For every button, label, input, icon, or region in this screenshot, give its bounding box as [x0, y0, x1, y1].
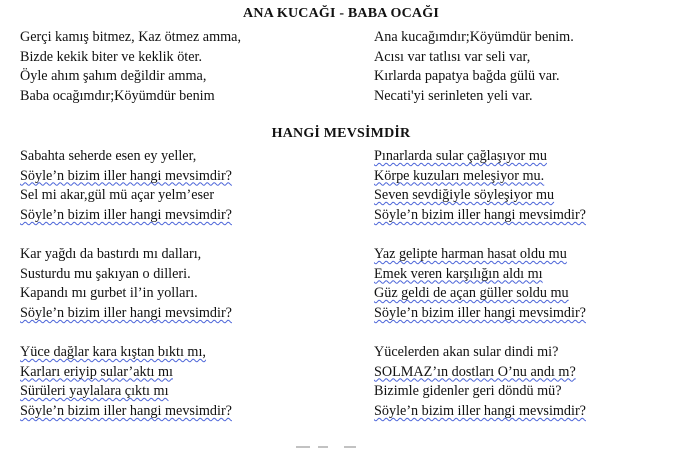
poem-line: Yaz gelipte harman hasat oldu mu: [374, 246, 567, 262]
poem-line: Söyle’n bizim iller hangi mevsimdir?: [20, 304, 232, 321]
poem-title-hangi-mevsimdir: HANGİ MEVSİMDİR: [271, 126, 411, 141]
poem-line: Seven sevdiğiyle söyleşiyor mu: [374, 187, 555, 204]
poem-line: Söyle’n bizim iller hangi mevsimdir?: [374, 304, 586, 321]
poem-line: Pınarlarda sular çağlaşıyor mu: [374, 148, 547, 164]
poem-line: Susturdu mu şakıyan o dilleri.: [20, 265, 191, 282]
poem-line: Kırlarda papatya bağda gülü var.: [374, 68, 560, 85]
poem-line: Körpe kuzuları meleşiyor mu.: [374, 167, 545, 184]
poem-line: Necati'yi serinleten yeli var.: [374, 87, 533, 104]
poem-line: Sel mi akar,gül mü açar yelm’eser: [20, 187, 215, 204]
poem-line: Yücelerden akan sular dindi mi?: [374, 344, 559, 360]
poem-line: Kar yağdı da bastırdı mı dalları,: [20, 246, 202, 262]
poem2-stanza2-left: [20, 245, 232, 323]
poem-line: Emek veren karşılığın aldı mı: [374, 265, 543, 282]
poem-line: Söyle’n bizim iller hangi mevsimdir?: [20, 167, 232, 184]
poem-line: Yüce dağlar kara kıştan bıktı mı,: [20, 344, 206, 360]
poem-line: Sabahta seherde esen ey yeller,: [20, 148, 197, 164]
poem-line: Ana kucağımdır;Köyümdür benim.: [374, 29, 574, 45]
poem-line: Bizimle gidenler geri döndü mü?: [374, 383, 562, 400]
poem-line: Acısı var tatlısı var seli var,: [374, 48, 531, 65]
poem-line: Baba ocağımdır;Köyümdür benim: [20, 87, 215, 104]
poem-line: Sürüleri yaylalara çıktı mı: [20, 383, 169, 400]
poem-line: Güz geldi de açan güller soldu mu: [374, 285, 569, 302]
poem2-stanza3-left: [20, 343, 232, 421]
poem-line: Karları eriyip sular’aktı mı: [20, 363, 173, 380]
poem-line: SOLMAZ’ın dostları O’nu andı m?: [374, 363, 576, 380]
poem2-stanza1-left: [20, 147, 232, 225]
poem-line: Öyle ahım şahım değildir amma,: [20, 68, 207, 85]
poem-line: Kapandı mı gurbet il’in yolları.: [20, 285, 198, 302]
poem2-stanza1-right: [374, 147, 586, 225]
poem2-stanza3-right: [374, 343, 586, 421]
poem-line: Söyle’n bizim iller hangi mevsimdir?: [20, 206, 232, 223]
poem-title-ana-kucagi: ANA KUCAĞI - BABA OCAĞI: [243, 6, 439, 21]
poem-line: Bizde kekik biter ve keklik öter.: [20, 48, 203, 65]
cropped-next-title-fragment: [0, 446, 682, 453]
poem-line: Gerçi kamış bitmez, Kaz ötmez amma,: [20, 29, 242, 45]
poem-line: Söyle’n bizim iller hangi mevsimdir?: [374, 206, 586, 223]
poem-line: Söyle’n bizim iller hangi mevsimdir?: [20, 402, 232, 419]
poem-line: Söyle’n bizim iller hangi mevsimdir?: [374, 402, 586, 419]
poem1-right-column: [374, 28, 574, 106]
poem1-left-column: [20, 28, 241, 106]
poem2-stanza2-right: [374, 245, 586, 323]
